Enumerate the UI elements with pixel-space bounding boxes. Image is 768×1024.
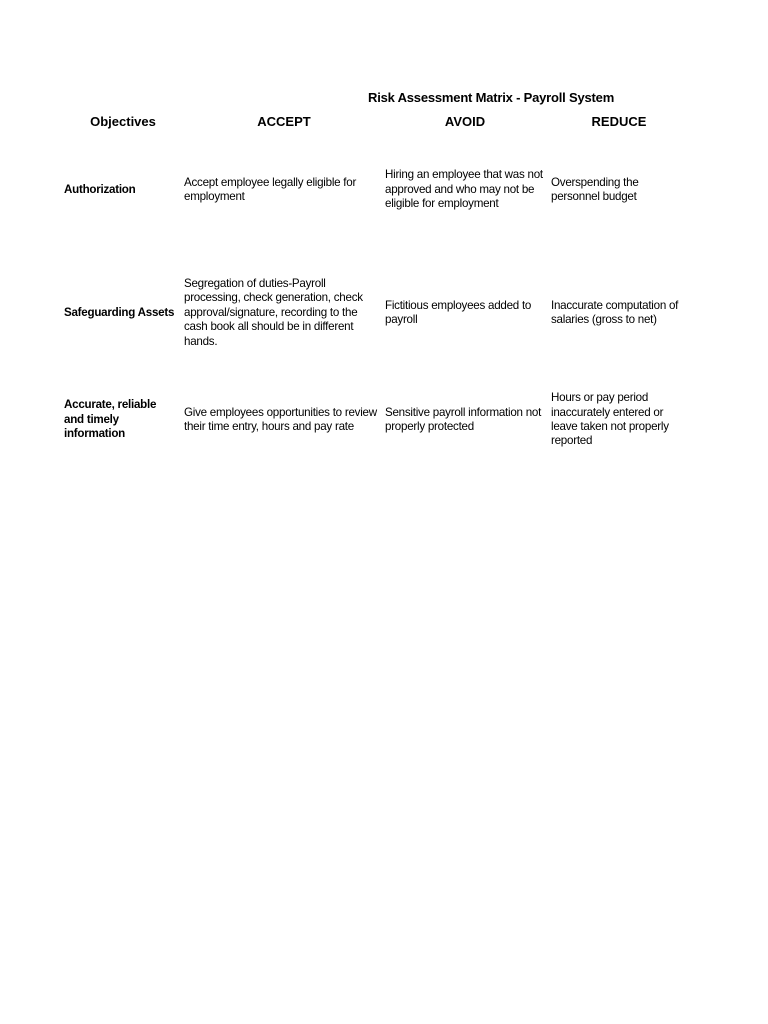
header-avoid: AVOID [444,114,486,129]
table-row-accept [184,176,384,204]
cell-objective: Accurate, reliable and timely information [64,398,157,441]
cell-avoid: Hiring an employee that was not approved and who may not be eligible for employment [385,168,543,211]
table-row-reduce [551,391,691,449]
table-row-accept [184,277,364,349]
cell-objective: Safeguarding Assets [64,305,175,319]
cell-reduce: Overspending the personnel budget [551,175,639,203]
cell-accept: Accept employee legally eligible for employment [184,175,357,203]
table-row-avoid [385,405,551,435]
table-row-avoid [385,161,549,219]
table-row-avoid [385,298,545,328]
table-row-reduce [551,176,663,204]
header-objectives: Objectives [90,114,156,129]
cell-accept: Segregation of duties-Payroll processing, check generation, check approval/signature, recording to the cash book all should be in different hands. [184,276,363,348]
cell-avoid: Fictitious employees added to payroll [385,298,532,326]
table-row-accept [184,398,380,442]
cell-reduce: Inaccurate computation of salaries (gross to net) [551,298,679,326]
table-row-objective [64,398,176,442]
table-row-objective [64,176,182,204]
header-reduce: REDUCE [591,114,647,129]
cell-reduce: Hours or pay period inaccurately entered or leave taken not properly reported [551,391,669,448]
page-title: Risk Assessment Matrix - Payroll System [368,90,615,105]
cell-accept: Give employees opportunities to review their time entry, hours and pay rate [184,405,377,433]
cell-objective: Authorization [64,182,136,196]
table-row-objective [64,305,182,321]
table-row-reduce [551,298,691,328]
cell-avoid: Sensitive payroll information not properly protected [385,405,542,433]
header-accept: ACCEPT [257,114,311,129]
